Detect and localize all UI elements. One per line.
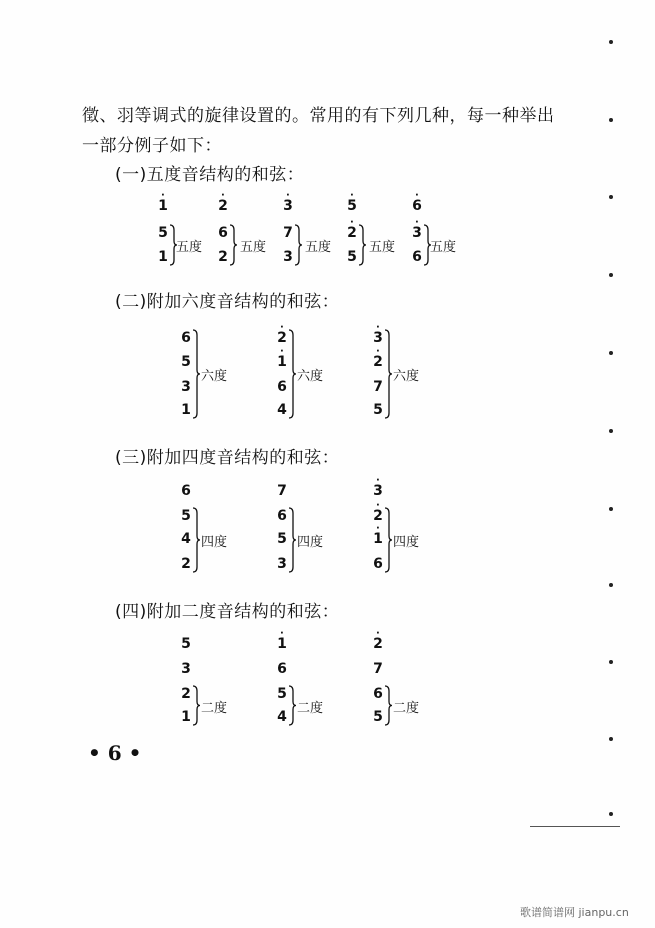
note-digit: 2 <box>181 556 191 572</box>
note <box>179 330 193 346</box>
note <box>179 636 193 652</box>
octave-dot: · <box>280 322 284 333</box>
scan-rule <box>530 826 620 827</box>
note-digit: 6 <box>277 661 287 677</box>
note-digit: 5 <box>181 636 191 652</box>
note <box>179 556 193 572</box>
note <box>275 322 289 346</box>
note-digit: 7 <box>373 379 383 395</box>
note-digit: 1 <box>277 636 287 652</box>
octave-dot: · <box>350 217 354 228</box>
note <box>216 190 230 214</box>
note <box>275 402 289 418</box>
note <box>275 709 289 725</box>
brace <box>294 224 303 266</box>
note <box>179 483 193 499</box>
note <box>275 556 289 572</box>
note-digit: 2 <box>218 249 228 265</box>
note-digit: 6 <box>277 508 287 524</box>
interval-label: 六度 <box>297 369 324 384</box>
octave-dot: · <box>286 190 290 201</box>
note-digit: 6 <box>218 225 228 241</box>
note-digit: 5 <box>277 531 287 547</box>
note <box>216 249 230 265</box>
interval-label: 五度 <box>176 240 203 255</box>
interval-label: 五度 <box>369 240 396 255</box>
interval-label: 四度 <box>393 535 420 550</box>
octave-dot: · <box>376 500 380 511</box>
octave-dot: · <box>376 346 380 357</box>
note-digit: 3 <box>181 379 191 395</box>
note-digit: 5 <box>277 686 287 702</box>
note <box>179 661 193 677</box>
interval-label: 五度 <box>305 240 332 255</box>
note <box>371 322 385 346</box>
margin-mark <box>609 429 613 433</box>
note <box>281 190 295 214</box>
note <box>275 379 289 395</box>
octave-dot: · <box>376 628 380 639</box>
octave-dot: · <box>280 628 284 639</box>
note-digit: 3 <box>283 249 293 265</box>
note-digit: 3 <box>373 330 383 346</box>
margin-mark <box>609 118 613 122</box>
note-digit: 3 <box>181 661 191 677</box>
note <box>371 475 385 499</box>
interval-label: 四度 <box>201 535 228 550</box>
intro-line-2: 一部分例子如下： <box>82 136 222 156</box>
note <box>179 686 193 702</box>
octave-dot: · <box>161 190 165 201</box>
note-digit: 1 <box>158 198 168 214</box>
note <box>156 249 170 265</box>
note-digit: 7 <box>373 661 383 677</box>
note <box>275 686 289 702</box>
margin-mark <box>609 40 613 44</box>
brace <box>288 329 297 419</box>
note <box>371 379 385 395</box>
note <box>179 709 193 725</box>
note-digit: 1 <box>181 402 191 418</box>
note-digit: 6 <box>412 249 422 265</box>
note <box>179 402 193 418</box>
section-1-heading: (一)五度音结构的和弦： <box>115 165 305 185</box>
note-digit: 5 <box>181 354 191 370</box>
note-digit: 1 <box>373 531 383 547</box>
brace <box>384 329 393 419</box>
section-4-heading: (四)附加二度音结构的和弦： <box>115 602 340 622</box>
octave-dot: · <box>350 190 354 201</box>
note <box>179 531 193 547</box>
interval-label: 六度 <box>201 369 228 384</box>
note-digit: 4 <box>181 531 191 547</box>
margin-mark <box>609 660 613 664</box>
note-digit: 1 <box>158 249 168 265</box>
interval-label: 二度 <box>393 700 420 716</box>
note-digit: 6 <box>373 686 383 702</box>
note <box>371 556 385 572</box>
note-digit: 3 <box>373 483 383 499</box>
octave-dot: · <box>280 346 284 357</box>
note-digit: 2 <box>373 636 383 652</box>
interval-label: 五度 <box>240 240 267 255</box>
intro-line-1: 徵、羽等调式的旋律设置的。常用的有下列几种，每一种举出 <box>82 106 555 126</box>
note-digit: 7 <box>283 225 293 241</box>
note-digit: 7 <box>277 483 287 499</box>
note <box>371 661 385 677</box>
note-digit: 2 <box>277 330 287 346</box>
octave-dot: · <box>376 523 380 534</box>
note-digit: 5 <box>158 225 168 241</box>
octave-dot: · <box>376 322 380 333</box>
note <box>216 225 230 241</box>
brace <box>192 507 201 573</box>
note <box>281 225 295 241</box>
note <box>275 531 289 547</box>
note <box>275 346 289 370</box>
interval-label: 四度 <box>297 535 324 550</box>
brace <box>192 329 201 419</box>
note <box>371 709 385 725</box>
note-digit: 4 <box>277 709 287 725</box>
brace <box>384 507 393 573</box>
brace <box>384 685 393 726</box>
note <box>371 628 385 652</box>
note-digit: 5 <box>373 402 383 418</box>
note <box>371 686 385 702</box>
note-digit: 6 <box>181 330 191 346</box>
note-digit: 6 <box>412 198 422 214</box>
note-digit: 3 <box>283 198 293 214</box>
note-digit: 4 <box>277 402 287 418</box>
note <box>275 483 289 499</box>
note-digit: 6 <box>373 556 383 572</box>
note <box>275 661 289 677</box>
note-digit: 5 <box>181 508 191 524</box>
note-digit: 2 <box>181 686 191 702</box>
note <box>345 249 359 265</box>
margin-mark <box>609 737 613 741</box>
margin-mark <box>609 195 613 199</box>
note <box>371 523 385 547</box>
margin-mark <box>609 812 613 816</box>
note <box>281 249 295 265</box>
note <box>371 346 385 370</box>
page-number: • 6 • <box>88 741 142 765</box>
section-2-heading: (二)附加六度音结构的和弦： <box>115 292 340 312</box>
note-digit: 2 <box>218 198 228 214</box>
margin-mark <box>609 273 613 277</box>
note-digit: 5 <box>373 709 383 725</box>
margin-mark <box>609 583 613 587</box>
note <box>410 190 424 214</box>
brace <box>288 507 297 573</box>
note-digit: 6 <box>181 483 191 499</box>
brace <box>229 224 238 266</box>
note-digit: 1 <box>277 354 287 370</box>
note <box>275 628 289 652</box>
brace <box>288 685 297 726</box>
note-digit: 5 <box>347 249 357 265</box>
note-digit: 3 <box>277 556 287 572</box>
watermark: 歌谱简谱网 jianpu.cn <box>520 906 629 919</box>
octave-dot: · <box>415 217 419 228</box>
note <box>156 225 170 241</box>
note <box>371 402 385 418</box>
note <box>156 190 170 214</box>
interval-label: 六度 <box>393 369 420 384</box>
note-digit: 6 <box>277 379 287 395</box>
note <box>275 508 289 524</box>
interval-label: 五度 <box>430 240 457 255</box>
octave-dot: · <box>221 190 225 201</box>
margin-mark <box>609 507 613 511</box>
brace <box>358 224 367 266</box>
note <box>371 500 385 524</box>
note-digit: 5 <box>347 198 357 214</box>
note <box>179 508 193 524</box>
note-digit: 2 <box>373 508 383 524</box>
note <box>410 249 424 265</box>
octave-dot: · <box>376 475 380 486</box>
note <box>410 217 424 241</box>
note-digit: 2 <box>347 225 357 241</box>
interval-label: 二度 <box>201 700 228 716</box>
note <box>179 379 193 395</box>
interval-label: 二度 <box>297 700 324 716</box>
note-digit: 3 <box>412 225 422 241</box>
note-digit: 1 <box>181 709 191 725</box>
octave-dot: · <box>415 190 419 201</box>
brace <box>192 685 201 726</box>
note <box>345 190 359 214</box>
note-digit: 2 <box>373 354 383 370</box>
note <box>345 217 359 241</box>
note <box>179 354 193 370</box>
section-3-heading: (三)附加四度音结构的和弦： <box>115 448 340 468</box>
margin-mark <box>609 351 613 355</box>
